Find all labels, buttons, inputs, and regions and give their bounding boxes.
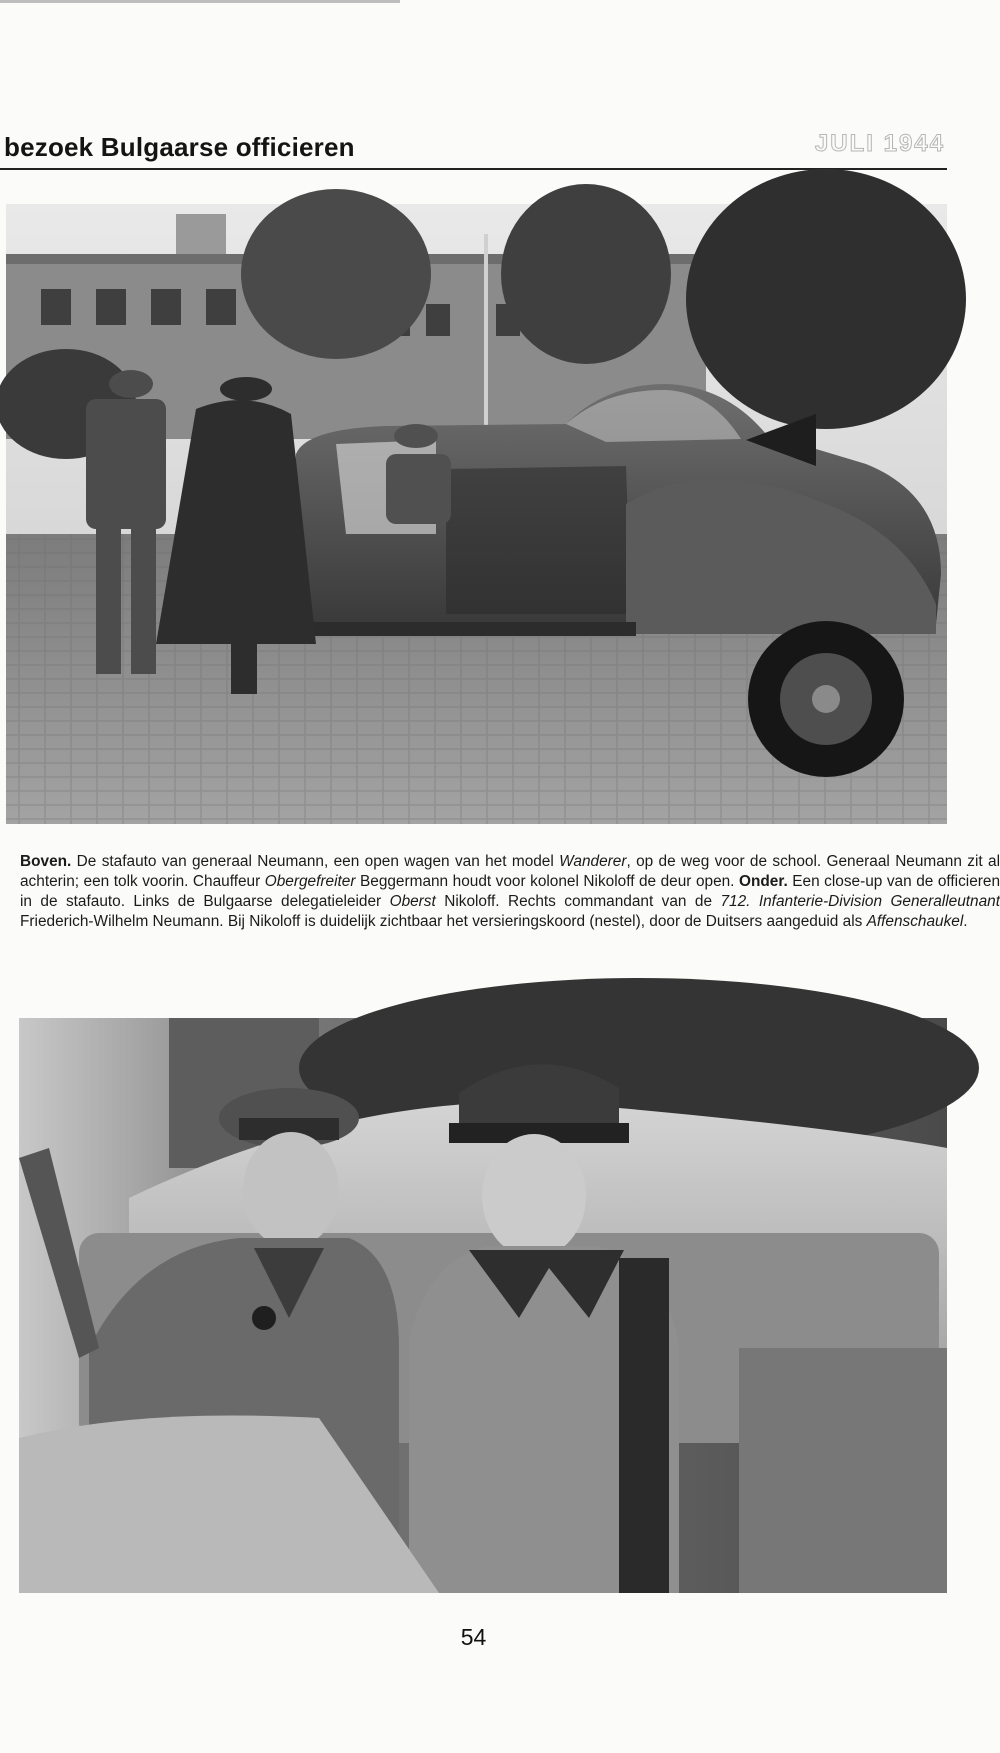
caption-term-affenschaukel: Affenschaukel: [866, 913, 964, 930]
page-top-edge: [0, 0, 400, 3]
caption-text-2: , op de weg voor de school. Generaal Neumann zit al achterin; een tolk voorin. Chauffeur: [20, 853, 1000, 890]
chapter-title: bezoek Bulgaarse officieren: [4, 132, 355, 162]
photo-staff-car: [6, 204, 947, 824]
caption-term-wanderer: Wanderer: [559, 853, 627, 870]
caption-term-oberst: Oberst: [389, 893, 436, 910]
header-rule: [0, 168, 947, 170]
caption-text-1: De stafauto van generaal Neumann, een open wagen van het model: [71, 853, 560, 870]
page-number: 54: [460, 1624, 487, 1650]
photo-caption: [20, 852, 1000, 932]
caption-text-4: Een close-up van de officieren in de stafauto. Links de Bulgaarse delegatieleider: [20, 873, 1000, 910]
caption-term-division: 712. Infanterie-Division Generalleutnant: [720, 893, 1000, 910]
caption-term-obergefreiter: Obergefreiter: [264, 873, 356, 890]
caption-text-3: Beggermann houdt voor kolonel Nikoloff de deur open.: [355, 873, 739, 890]
caption-label-onder: Onder.: [738, 873, 788, 890]
chapter-date: JULI 1944: [814, 130, 945, 157]
caption-text-5: Nikoloff. Rechts commandant van de: [435, 893, 721, 910]
caption-text-6: Friederich-Wilhelm Neumann. Bij Nikoloff is duidelijk zichtbaar het versieringskoord (nestel), door de Duitsers aangeduid als: [20, 913, 867, 930]
caption-label-boven: Boven.: [20, 853, 72, 870]
photo-officers-closeup: [19, 1018, 947, 1593]
caption-text-7: .: [963, 913, 968, 930]
